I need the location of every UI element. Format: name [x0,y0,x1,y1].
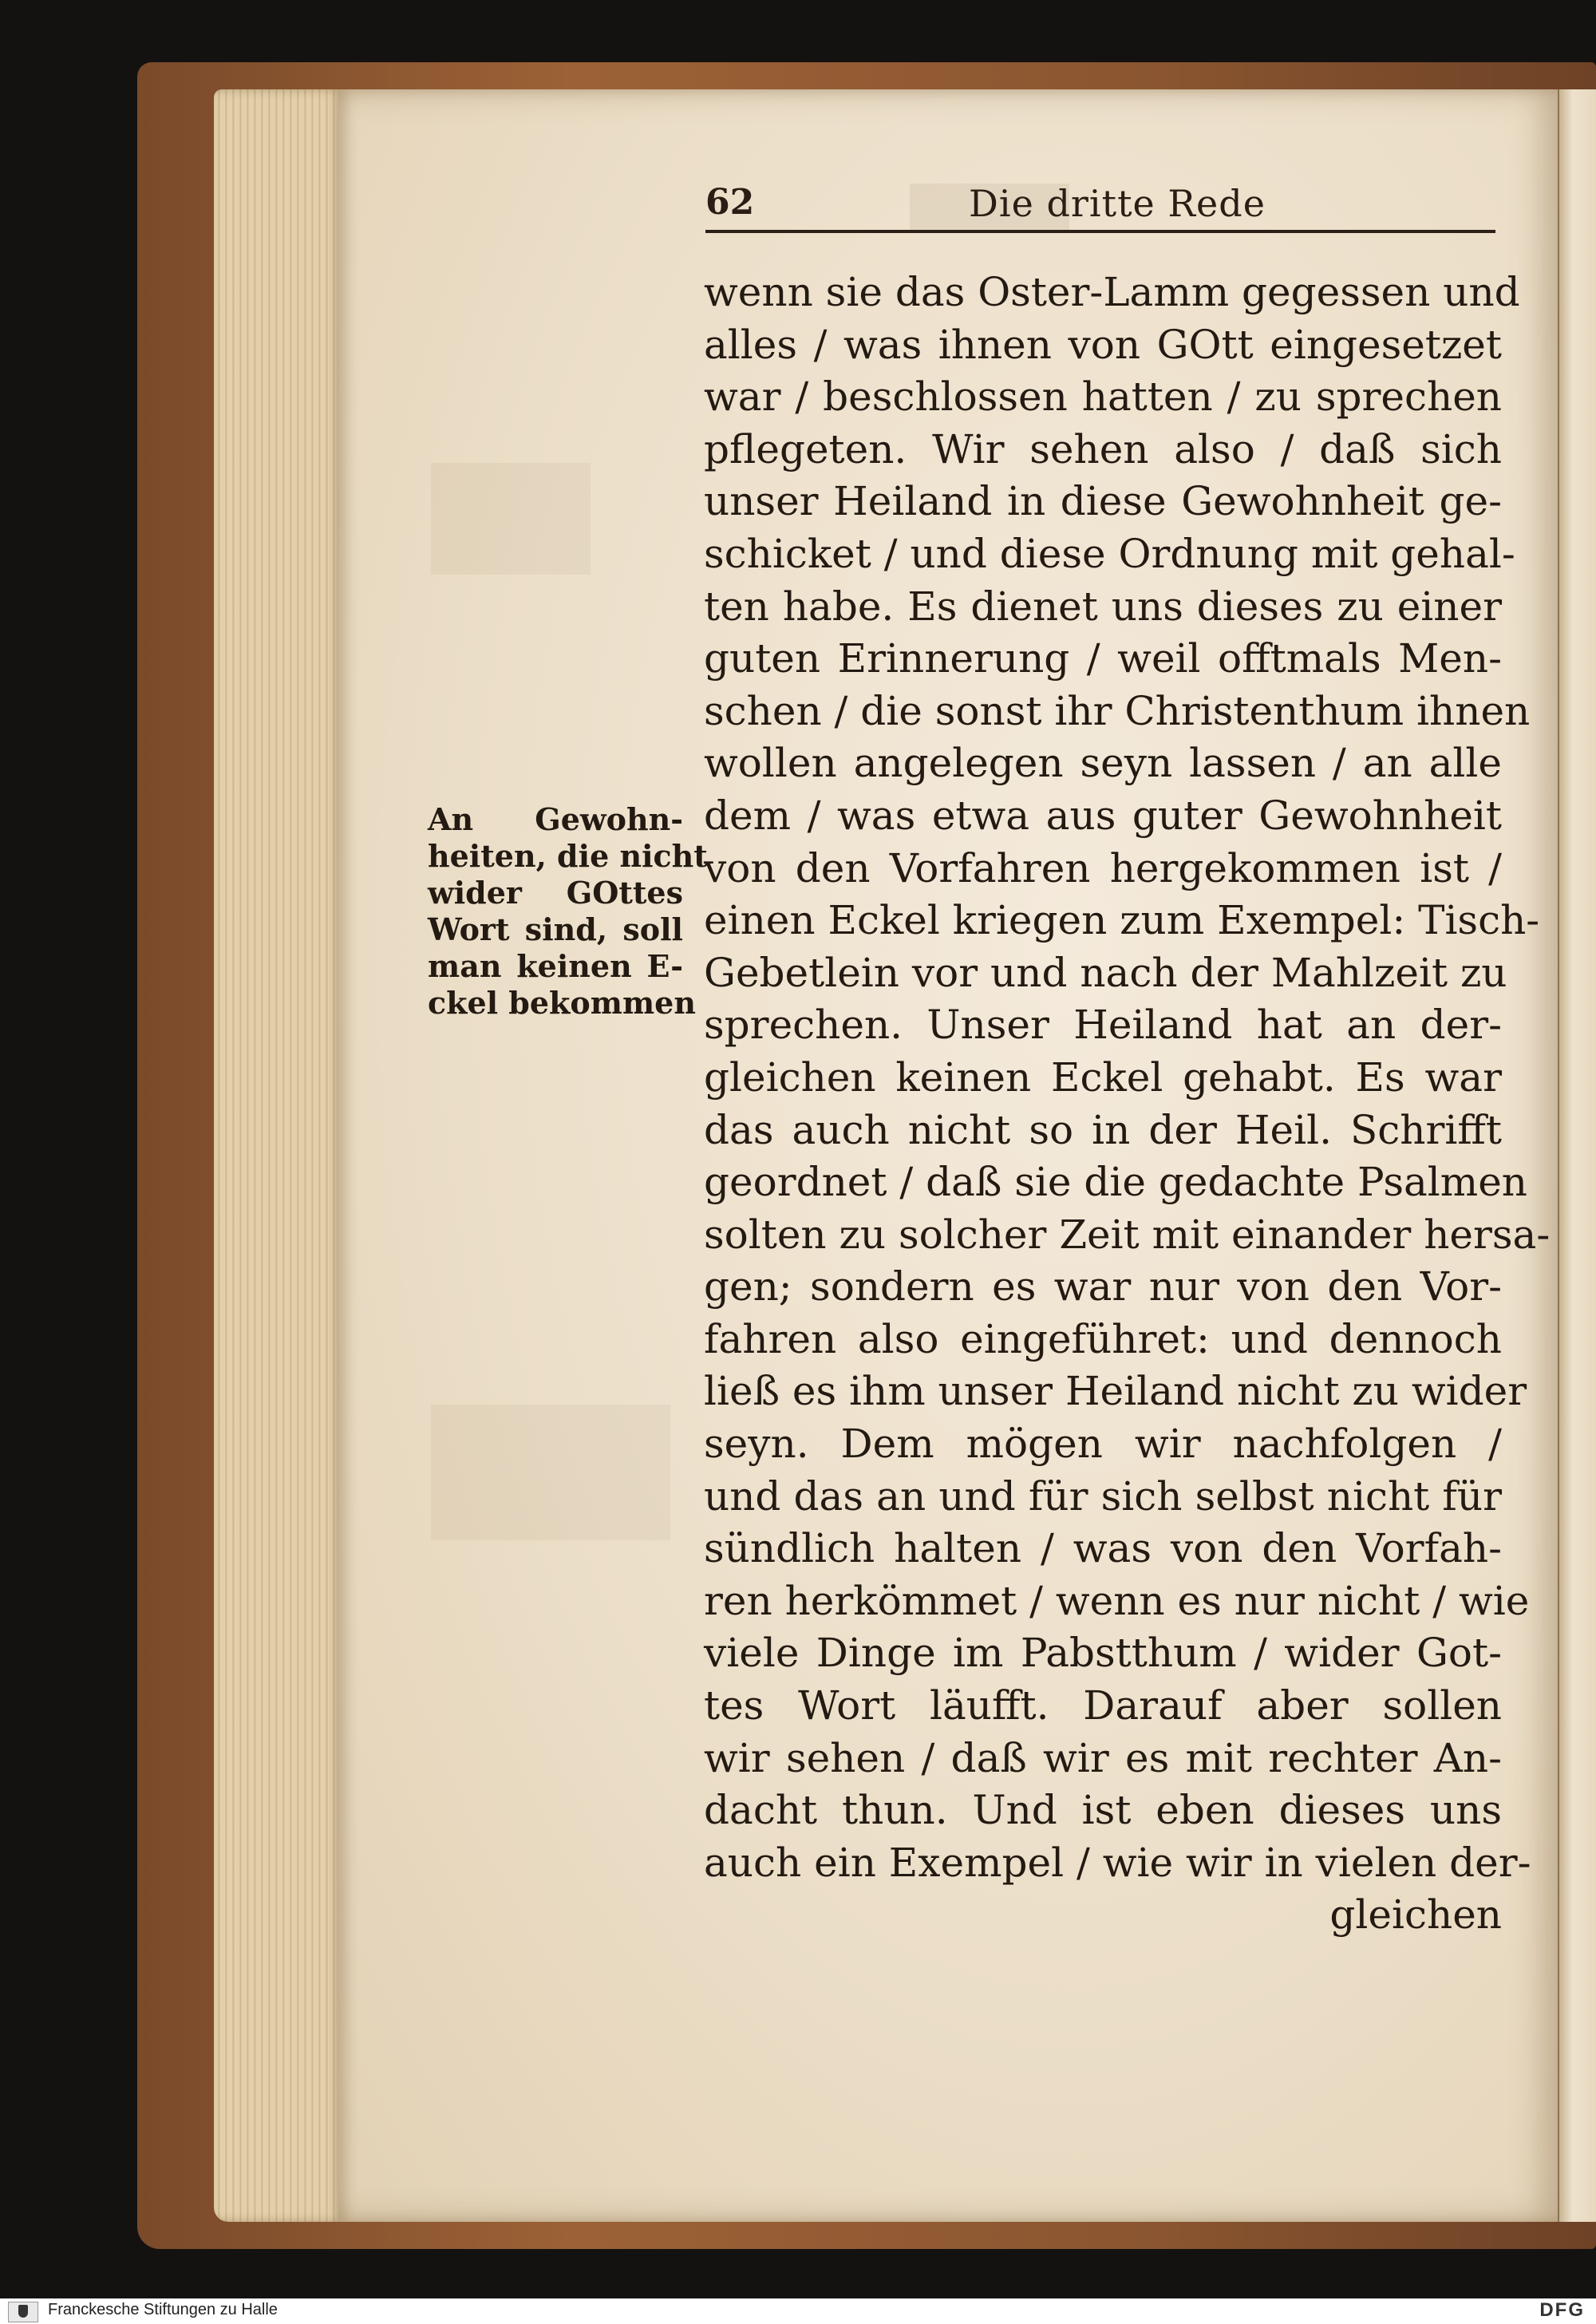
text-line: gen; sondern es war nur von den Vor- [704,1263,1502,1310]
text-line: gleichen keinen Eckel gehabt. Es war [704,1053,1502,1101]
footer-institution: Franckesche Stiftungen zu Halle [48,2301,278,2318]
marginal-note-line: An Gewohn- [428,801,683,837]
text-line: schen / die sonst ihr Christenthum ihnen [704,687,1531,734]
marginal-note-line: wider GOttes [428,875,683,911]
text-line: geordnet / daß sie die gedachte Psalmen [704,1159,1528,1206]
text-line: alles / was ihnen von GOtt eingesetzet [704,321,1502,368]
text-line: wenn sie das Oster-Lamm gegessen und [704,269,1520,315]
institution-logo-icon [8,2302,38,2322]
running-head-title: Die dritte Rede [969,182,1266,225]
text-line: seyn. Dem mögen wir nachfolgen / [704,1421,1502,1468]
text-line: wir sehen / daß wir es mit rechter An- [704,1734,1502,1781]
catchword: gleichen [1329,1891,1502,1939]
text-line: das auch nicht so in der Heil. Schrifft [704,1106,1502,1153]
text-line: tes Wort läufft. Darauf aber sollen [704,1682,1502,1729]
running-head [705,182,1495,233]
text-line: auch ein Exempel / wie wir in vielen der- [704,1839,1531,1886]
text-line: pflegeten. Wir sehen also / daß sich [704,425,1502,472]
text-line: sprechen. Unser Heiland hat an der- [704,1002,1502,1049]
text-line: viele Dinge im Pabstthum / wider Got- [704,1630,1502,1677]
text-line: von den Vorfahren hergekommen ist / [704,844,1502,891]
text-line: Gebetlein vor und nach der Mahlzeit zu [704,949,1507,996]
text-line: ließ es ihm unser Heiland nicht zu wider [704,1368,1527,1415]
text-line: solten zu solcher Zeit mit einander hersa- [704,1211,1551,1258]
facing-page-edge [1558,89,1596,2222]
marginal-note-line: man keinen E- [428,948,683,984]
body-text [704,267,1551,1942]
marginal-note [428,801,708,1022]
text-line: ten habe. Es dienet uns dieses zu einer [704,583,1502,630]
marginal-note-line: heiten, die nicht [428,838,708,874]
text-line: sündlich halten / was von den Vorfah- [704,1525,1502,1572]
text-line: dem / was etwa aus guter Gewohnheit [704,792,1502,839]
text-line: war / beschlossen hatten / zu sprechen [704,374,1502,421]
text-line: fahren also eingeführet: und dennoch [704,1315,1502,1362]
marginal-note-line: Wort sind, soll [428,911,683,947]
text-line: wollen angelegen seyn lassen / an alle [704,740,1502,787]
text-line: ren herkömmet / wenn es nur nicht / wie [704,1577,1530,1624]
text-line: einen Eckel kriegen zum Exempel: Tisch- [704,897,1540,944]
text-line: schicket / und diese Ordnung mit gehal- [704,530,1515,577]
text-line: guten Erinnerung / weil offtmals Men- [704,635,1502,682]
footer-brand-logo: DFG [1539,2299,1585,2321]
footer-bar [0,2298,1596,2324]
text-line: und das an und für sich selbst nicht für [704,1472,1502,1520]
text-line: dacht thun. Und ist eben dieses uns [704,1787,1502,1834]
marginal-note-line: ckel bekommen [428,985,696,1021]
page-edges [214,89,342,2222]
text-line: unser Heiland in diese Gewohnheit ge- [704,478,1502,525]
page-number: 62 [705,182,755,223]
